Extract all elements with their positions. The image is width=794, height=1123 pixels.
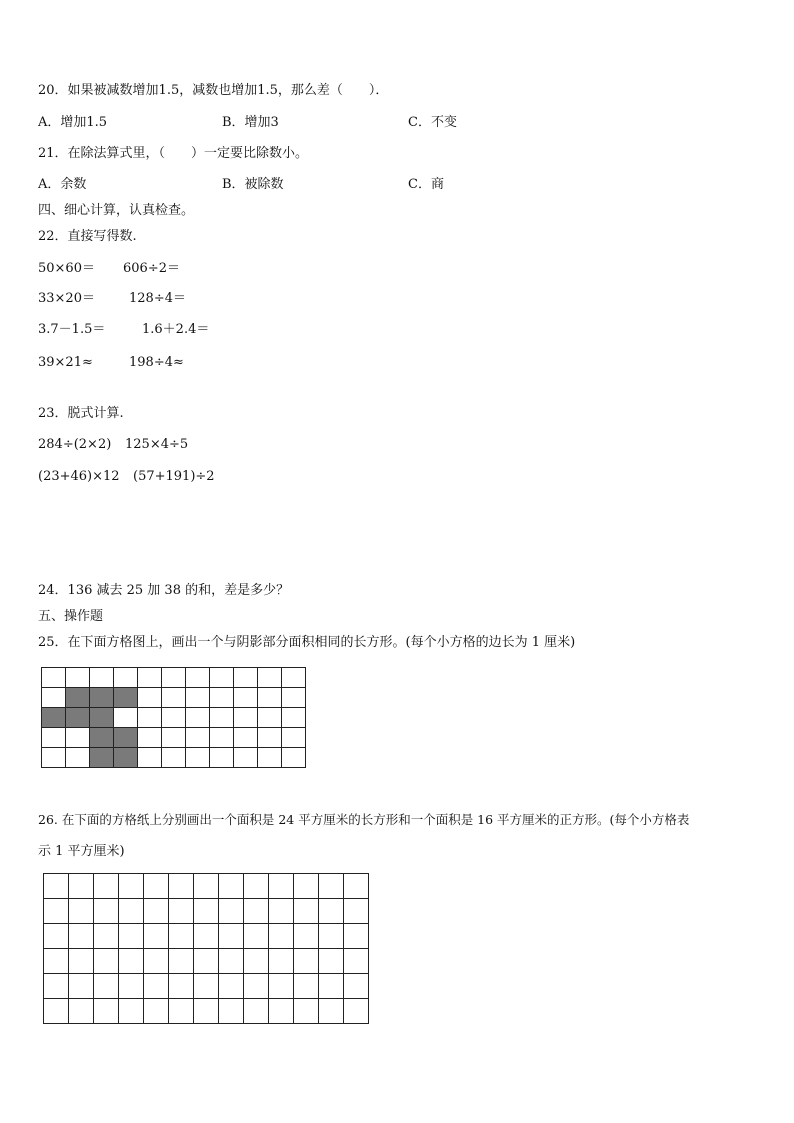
grid-cell[interactable] [69, 974, 94, 999]
grid-cell[interactable] [144, 999, 169, 1024]
grid-cell[interactable] [269, 924, 294, 949]
grid-cell[interactable] [194, 874, 219, 899]
grid-cell[interactable] [114, 668, 138, 688]
grid-cell[interactable] [138, 708, 162, 728]
grid-cell[interactable] [119, 874, 144, 899]
q22-item: 128÷4＝ [129, 291, 186, 306]
grid-row [42, 668, 306, 688]
grid-cell[interactable] [219, 974, 244, 999]
grid-cell[interactable] [244, 874, 269, 899]
grid-cell[interactable] [269, 999, 294, 1024]
grid-cell[interactable] [194, 924, 219, 949]
grid-cell[interactable] [319, 899, 344, 924]
grid-cell[interactable] [219, 924, 244, 949]
grid-cell[interactable] [244, 924, 269, 949]
grid-cell[interactable] [44, 949, 69, 974]
section-5-heading: 五、操作题 [38, 609, 104, 624]
grid-cell[interactable] [69, 899, 94, 924]
grid-cell[interactable] [258, 748, 282, 768]
grid-cell[interactable] [210, 728, 234, 748]
q23-question: 23．脱式计算. [38, 406, 124, 421]
q21-question: 21．在除法算式里，（ ）一定要比除数小。 [38, 146, 309, 161]
grid-cell[interactable] [244, 949, 269, 974]
grid-cell[interactable] [258, 708, 282, 728]
q26-question-line2: 示 1 平方厘米) [38, 844, 125, 859]
grid-cell[interactable] [194, 899, 219, 924]
grid-cell[interactable] [219, 899, 244, 924]
grid-cell[interactable] [66, 728, 90, 748]
q22-item: 33×20＝ [38, 291, 95, 306]
grid-cell[interactable] [344, 949, 369, 974]
grid-cell[interactable] [119, 999, 144, 1024]
grid-cell[interactable] [144, 949, 169, 974]
q25-question: 25．在下面方格图上，画出一个与阴影部分面积相同的长方形。(每个小方格的边长为 1 厘米) [38, 635, 576, 650]
grid-row [42, 748, 306, 768]
grid-cell[interactable] [119, 949, 144, 974]
grid-cell[interactable] [319, 974, 344, 999]
grid-cell[interactable] [138, 668, 162, 688]
grid-cell[interactable] [42, 688, 66, 708]
grid-cell[interactable] [119, 924, 144, 949]
grid-cell-shaded[interactable] [66, 708, 90, 728]
grid-cell[interactable] [234, 748, 258, 768]
grid-cell[interactable] [162, 748, 186, 768]
grid-cell-shaded[interactable] [114, 748, 138, 768]
grid-cell[interactable] [44, 899, 69, 924]
grid-cell[interactable] [162, 668, 186, 688]
grid-cell[interactable] [282, 688, 306, 708]
grid-cell[interactable] [42, 668, 66, 688]
grid-cell[interactable] [138, 748, 162, 768]
grid-cell[interactable] [258, 688, 282, 708]
grid-row [44, 899, 369, 924]
q22-item: 50×60＝ [38, 261, 95, 276]
grid-cell[interactable] [144, 874, 169, 899]
grid-cell-shaded[interactable] [90, 748, 114, 768]
grid-cell[interactable] [344, 999, 369, 1024]
q23-item: (57+191)÷2 [133, 469, 215, 484]
grid-cell[interactable] [69, 924, 94, 949]
grid-cell[interactable] [210, 668, 234, 688]
grid-cell[interactable] [282, 728, 306, 748]
grid-row [44, 974, 369, 999]
grid-cell-shaded[interactable] [66, 688, 90, 708]
grid-cell[interactable] [169, 874, 194, 899]
q23-item: (23+46)×12 [38, 469, 120, 484]
grid-cell[interactable] [294, 949, 319, 974]
grid-cell[interactable] [69, 874, 94, 899]
grid-row [42, 728, 306, 748]
section-4-heading: 四、细心计算，认真检查。 [38, 203, 195, 218]
grid-row [44, 999, 369, 1024]
grid-cell[interactable] [186, 748, 210, 768]
q26-question-line1: 26. 在下面的方格纸上分别画出一个面积是 24 平方厘米的长方形和一个面积是 16 平方厘米的正方形。(每个小方格表 [38, 812, 690, 827]
grid-cell-shaded[interactable] [90, 728, 114, 748]
grid-cell[interactable] [169, 899, 194, 924]
q20-option-c: C．不变 [408, 115, 457, 130]
grid-cell[interactable] [162, 708, 186, 728]
grid-cell[interactable] [144, 974, 169, 999]
grid-cell[interactable] [210, 708, 234, 728]
grid-cell-shaded[interactable] [42, 708, 66, 728]
q23-item: 125×4÷5 [125, 437, 189, 452]
q26-square-grid[interactable] [43, 873, 369, 1024]
grid-cell[interactable] [234, 728, 258, 748]
grid-cell[interactable] [169, 999, 194, 1024]
grid-cell[interactable] [94, 974, 119, 999]
grid-cell[interactable] [344, 924, 369, 949]
q20-option-a: A．增加1.5 [38, 115, 108, 130]
grid-cell[interactable] [194, 949, 219, 974]
q20-question: 20．如果被减数增加1.5，减数也增加1.5，那么差（ ）． [38, 83, 389, 98]
q21-option-a: A．余数 [38, 177, 87, 192]
grid-cell[interactable] [119, 899, 144, 924]
q22-item: 39×21≈ [38, 355, 93, 370]
grid-cell[interactable] [244, 974, 269, 999]
grid-cell[interactable] [114, 708, 138, 728]
q23-item: 284÷(2×2) [38, 437, 112, 452]
grid-cell[interactable] [344, 874, 369, 899]
q25-square-grid[interactable] [41, 667, 306, 768]
grid-cell[interactable] [194, 974, 219, 999]
grid-cell[interactable] [169, 974, 194, 999]
grid-cell[interactable] [210, 748, 234, 768]
grid-row [44, 874, 369, 899]
grid-cell-shaded[interactable] [114, 728, 138, 748]
grid-cell[interactable] [169, 949, 194, 974]
q22-item: 1.6＋2.4＝ [142, 322, 210, 337]
q22-question: 22．直接写得数. [38, 229, 137, 244]
grid-cell[interactable] [234, 668, 258, 688]
grid-cell[interactable] [219, 949, 244, 974]
grid-cell[interactable] [319, 999, 344, 1024]
grid-cell[interactable] [294, 924, 319, 949]
grid-cell[interactable] [258, 728, 282, 748]
grid-cell-shaded[interactable] [114, 688, 138, 708]
grid-cell[interactable] [69, 949, 94, 974]
grid-cell[interactable] [234, 688, 258, 708]
grid-cell[interactable] [319, 949, 344, 974]
grid-row [44, 949, 369, 974]
grid-cell[interactable] [119, 974, 144, 999]
q21-option-b: B．被除数 [222, 177, 284, 192]
grid-cell[interactable] [344, 974, 369, 999]
grid-cell-shaded[interactable] [90, 688, 114, 708]
grid-cell[interactable] [319, 924, 344, 949]
grid-row [42, 708, 306, 728]
q20-option-b: B．增加3 [222, 115, 279, 130]
grid-cell[interactable] [44, 999, 69, 1024]
grid-cell[interactable] [269, 949, 294, 974]
grid-cell[interactable] [294, 974, 319, 999]
grid-cell[interactable] [269, 974, 294, 999]
grid-cell[interactable] [269, 899, 294, 924]
grid-cell[interactable] [66, 668, 90, 688]
q24-question: 24．136 减去 25 加 38 的和，差是多少？ [38, 583, 290, 598]
grid-row [44, 924, 369, 949]
grid-cell[interactable] [234, 708, 258, 728]
q22-item: 3.7－1.5＝ [38, 322, 106, 337]
grid-cell[interactable] [42, 728, 66, 748]
grid-cell[interactable] [44, 924, 69, 949]
grid-cell[interactable] [138, 728, 162, 748]
grid-row [42, 688, 306, 708]
grid-cell[interactable] [282, 668, 306, 688]
grid-cell[interactable] [282, 708, 306, 728]
q22-item: 606÷2＝ [123, 261, 180, 276]
grid-cell[interactable] [258, 668, 282, 688]
grid-cell-shaded[interactable] [90, 708, 114, 728]
grid-cell[interactable] [186, 728, 210, 748]
grid-cell[interactable] [169, 924, 194, 949]
grid-cell[interactable] [186, 668, 210, 688]
grid-cell[interactable] [94, 949, 119, 974]
grid-cell[interactable] [138, 688, 162, 708]
grid-cell[interactable] [244, 999, 269, 1024]
grid-cell[interactable] [162, 688, 186, 708]
grid-cell[interactable] [282, 748, 306, 768]
grid-cell[interactable] [344, 899, 369, 924]
grid-cell[interactable] [162, 728, 186, 748]
grid-cell[interactable] [69, 999, 94, 1024]
grid-cell[interactable] [219, 874, 244, 899]
grid-cell[interactable] [294, 874, 319, 899]
grid-cell[interactable] [94, 924, 119, 949]
grid-cell[interactable] [42, 748, 66, 768]
grid-cell[interactable] [186, 688, 210, 708]
grid-cell[interactable] [219, 999, 244, 1024]
grid-cell[interactable] [244, 899, 269, 924]
grid-cell[interactable] [144, 899, 169, 924]
q21-option-c: C．商 [408, 177, 444, 192]
grid-cell[interactable] [194, 999, 219, 1024]
grid-cell[interactable] [186, 708, 210, 728]
grid-cell[interactable] [44, 874, 69, 899]
grid-cell[interactable] [94, 899, 119, 924]
grid-cell[interactable] [319, 874, 344, 899]
grid-cell[interactable] [144, 924, 169, 949]
grid-cell[interactable] [66, 748, 90, 768]
grid-cell[interactable] [269, 874, 294, 899]
grid-cell[interactable] [94, 874, 119, 899]
grid-cell[interactable] [294, 999, 319, 1024]
q22-item: 198÷4≈ [129, 355, 184, 370]
grid-cell[interactable] [44, 974, 69, 999]
grid-cell[interactable] [210, 688, 234, 708]
grid-cell[interactable] [94, 999, 119, 1024]
grid-cell[interactable] [90, 668, 114, 688]
grid-cell[interactable] [294, 899, 319, 924]
